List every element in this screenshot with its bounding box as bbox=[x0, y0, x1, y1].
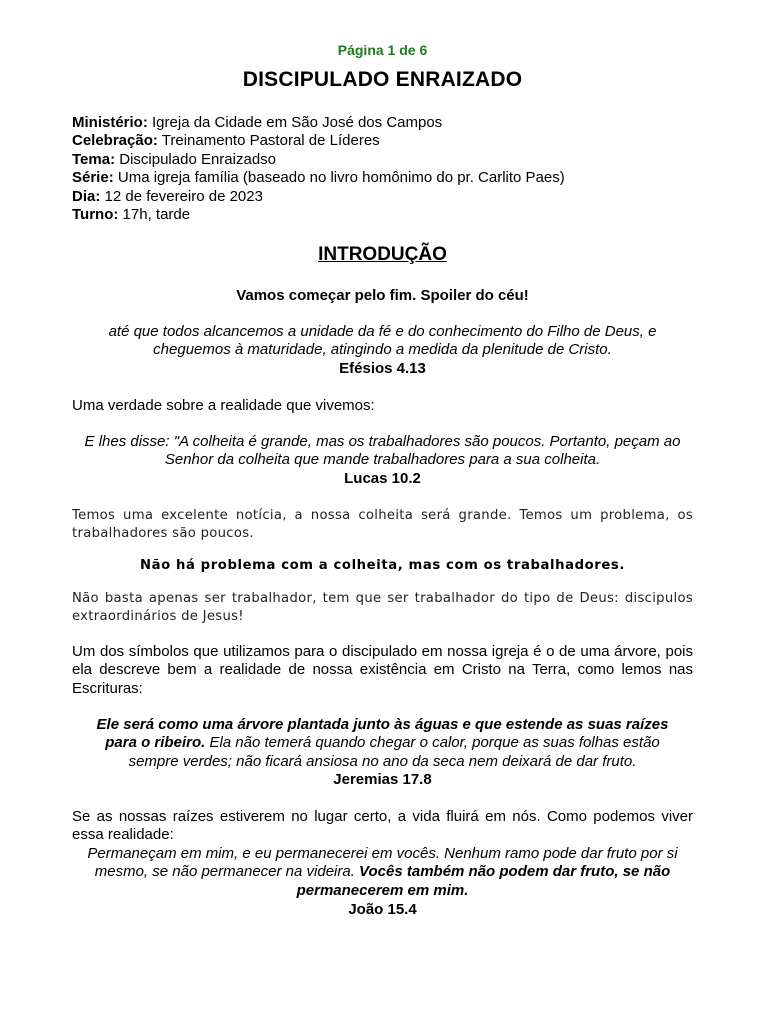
meta-row-dia bbox=[72, 188, 693, 206]
quote-jeremias-rest: Ela não temerá quando chegar o calor, porque as suas folhas estão sempre verdes; não ficará ansiosa no ano da seca nem deixará de dar fruto. bbox=[128, 734, 660, 770]
quote-efesios: até que todos alcancemos a unidade da fé e do conhecimento do Filho de Deus, e cheguemos à maturidade, atingindo a medida da plenitude de Cristo. bbox=[108, 323, 657, 359]
quote-lucas: E lhes disse: "A colheita é grande, mas os trabalhadores são poucos. Portanto, peçam ao Senhor da colheita que mande trabalhadores para a sua colheita. bbox=[84, 433, 681, 469]
ref-lucas: Lucas 10.2 bbox=[344, 470, 421, 487]
meta-row-serie bbox=[72, 169, 693, 187]
meta-label: Turno: bbox=[72, 206, 119, 224]
meta-value: 17h, tarde bbox=[118, 206, 191, 224]
paragraph-verdade: Uma verdade sobre a realidade que vivemos: bbox=[72, 397, 375, 414]
paragraph-arvore: Um dos símbolos que utilizamos para o discipulado em nossa igreja é o de uma árvore, pois ela descreve bem a realidade de nossa existência em Cristo na Terra, como lemos nas Escrituras: bbox=[72, 643, 693, 697]
quote-jeremias bbox=[72, 716, 693, 771]
meta-label: Tema: bbox=[72, 150, 116, 168]
meta-value: Treinamento Pastoral de Líderes bbox=[157, 132, 380, 150]
meta-label: Dia: bbox=[72, 187, 101, 205]
meta-value: 12 de fevereiro de 2023 bbox=[100, 187, 263, 205]
meta-label: Série: bbox=[72, 169, 114, 187]
meta-value: Uma igreja família (baseado no livro homônimo do pr. Carlito Paes) bbox=[113, 169, 565, 187]
section-heading-introducao: INTRODUÇÃO bbox=[318, 244, 447, 265]
page-number: Página 1 de 6 bbox=[337, 42, 428, 58]
meta-row-tema bbox=[72, 151, 693, 169]
meta-value: Igreja da Cidade em São José dos Campos bbox=[147, 114, 443, 131]
meta-value: Discipulado Enraizadso bbox=[115, 150, 276, 168]
ref-efesios: Efésios 4.13 bbox=[339, 360, 426, 377]
quote-joao-bold: Vocês também não podem dar fruto, se não permanecerem em mim. bbox=[296, 863, 671, 899]
meta-block bbox=[72, 114, 693, 224]
meta-row-celebracao bbox=[72, 132, 693, 150]
paragraph-spoiler: Vamos começar pelo fim. Spoiler do céu! bbox=[236, 287, 529, 304]
paragraph-trabalhador: Não basta apenas ser trabalhador, tem que ser trabalhador do tipo de Deus: discipulos extraordinários de Jesus! bbox=[72, 591, 693, 624]
meta-row-turno bbox=[72, 206, 693, 224]
paragraph-raizes: Se as nossas raízes estiverem no lugar certo, a vida fluirá em nós. Como podemos viver essa realidade: bbox=[72, 808, 693, 844]
ref-joao: João 15.4 bbox=[348, 901, 417, 918]
paragraph-noticia: Temos uma excelente notícia, a nossa colheita será grande. Temos um problema, os trabalhadores são poucos. bbox=[72, 508, 693, 541]
meta-row-ministerio bbox=[72, 114, 693, 132]
ref-jeremias: Jeremias 17.8 bbox=[333, 771, 432, 788]
paragraph-problema: Não há problema com a colheita, mas com os trabalhadores. bbox=[139, 558, 625, 573]
meta-label: Celebração: bbox=[72, 132, 158, 150]
quote-jeremias-bold: Ele será como uma árvore plantada junto às águas e que estende as suas raízes para o ribeiro. bbox=[96, 716, 669, 752]
quote-joao-rest: Permaneçam em mim, e eu permanecerei em vocês. Nenhum ramo pode dar fruto por si mesmo, se não permanecer na videira. bbox=[87, 845, 678, 881]
page-title: DISCIPULADO ENRAIZADO bbox=[242, 68, 523, 91]
quote-joao bbox=[72, 845, 693, 900]
meta-label: Ministério: bbox=[72, 114, 148, 131]
